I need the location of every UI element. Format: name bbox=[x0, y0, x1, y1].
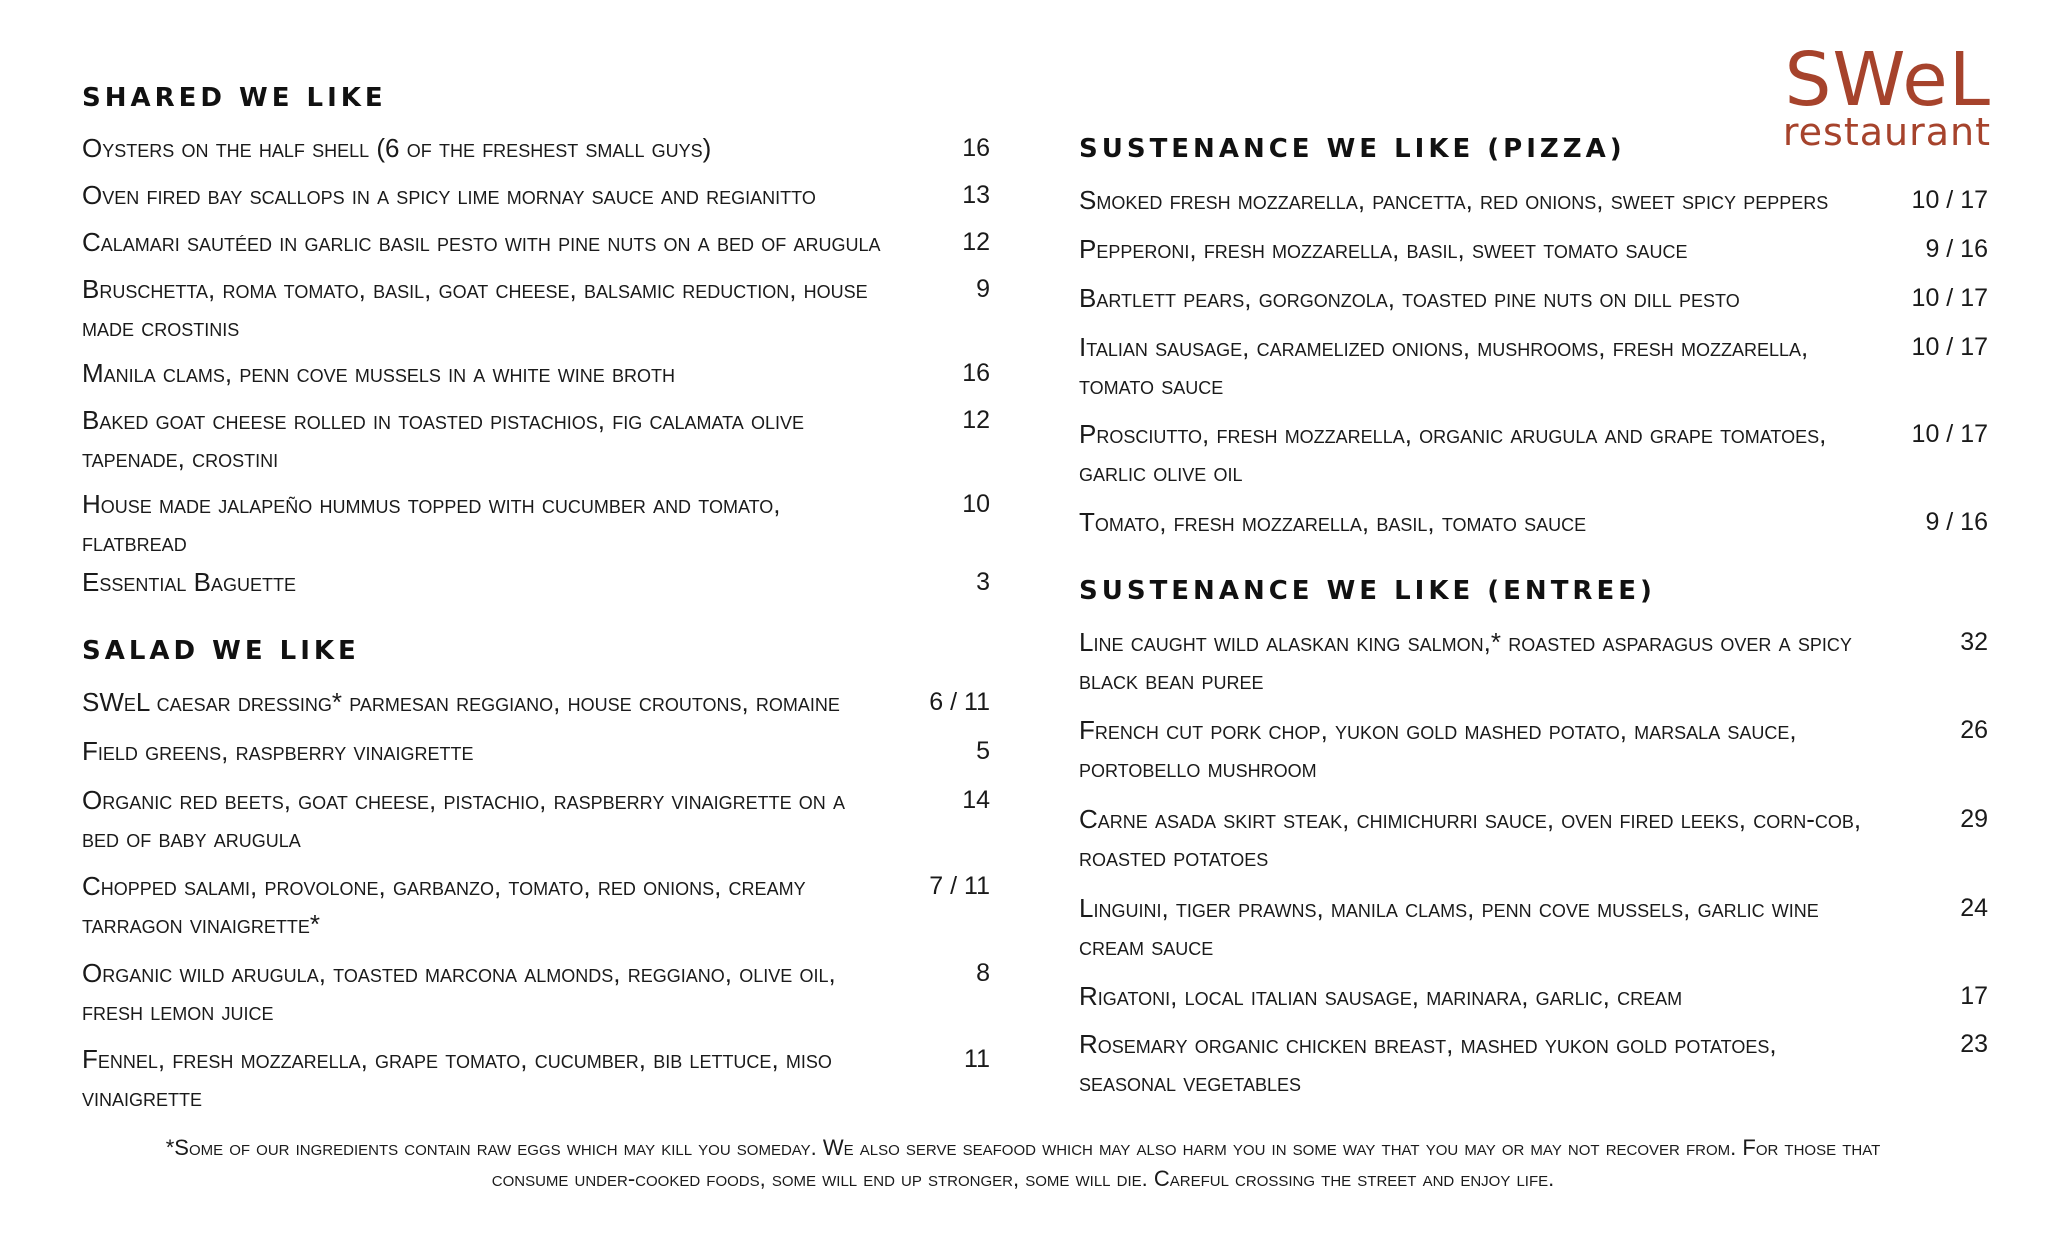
restaurant-logo bbox=[1761, 37, 1991, 154]
menu-item-description: Bruschetta, roma tomato, basil, goat cheese, balsamic reduction, house made crostinis bbox=[82, 274, 868, 342]
logo-subtitle: restaurant bbox=[1782, 110, 1991, 154]
menu-item-description: SWeL caesar dressing* parmesan reggiano, house croutons, romaine bbox=[82, 687, 840, 717]
menu-item-description: Line caught wild alaskan king salmon,* roasted asparagus over a spicy black bean puree bbox=[1079, 627, 1852, 695]
menu-item-price: 29 bbox=[1960, 805, 1988, 833]
menu-item-description: Chopped salami, provolone, garbanzo, tomato, red onions, creamy tarragon vinaigrette* bbox=[82, 871, 806, 939]
menu-item-description: Baked goat cheese rolled in toasted pistachios, fig calamata olive tapenade, crostini bbox=[82, 405, 805, 473]
menu-item-description: French cut pork chop, yukon gold mashed potato, marsala sauce, portobello mushroom bbox=[1079, 715, 1797, 783]
section-heading-pizza: SUSTENANCE WE LIKE (PIZZA) bbox=[1079, 134, 1626, 164]
menu-item-price: 14 bbox=[962, 786, 990, 814]
section-heading-entree: SUSTENANCE WE LIKE (ENTREE) bbox=[1079, 576, 1656, 606]
menu-item-description: Rigatoni, local italian sausage, marinara, garlic, cream bbox=[1079, 981, 1683, 1011]
menu-item-price: 9 / 16 bbox=[1925, 508, 1988, 536]
menu-item-description: Smoked fresh mozzarella, pancetta, red onions, sweet spicy peppers bbox=[1079, 185, 1829, 215]
menu-item-price: 9 bbox=[976, 275, 990, 303]
menu-item-price: 23 bbox=[1960, 1030, 1988, 1058]
menu-item-description: Oysters on the half shell (6 of the freshest small guys) bbox=[82, 133, 712, 163]
menu-item-description: Organic red beets, goat cheese, pistachio, raspberry vinaigrette on a bed of baby arugula bbox=[82, 785, 846, 853]
menu-item-price: 3 bbox=[976, 568, 990, 596]
menu-item-price: 9 / 16 bbox=[1925, 235, 1988, 263]
menu-item-price: 13 bbox=[962, 181, 990, 209]
menu-item-price: 16 bbox=[962, 359, 990, 387]
menu-item-description: Manila clams, penn cove mussels in a white wine broth bbox=[82, 358, 675, 388]
menu-item-description: Rosemary organic chicken breast, mashed yukon gold potatoes, seasonal vegetables bbox=[1079, 1029, 1777, 1097]
menu-item-price: 6 / 11 bbox=[929, 688, 990, 716]
menu-item-description: Italian sausage, caramelized onions, mushrooms, fresh mozzarella, tomato sauce bbox=[1079, 332, 1809, 400]
menu-item-price: 8 bbox=[976, 959, 990, 987]
menu-item-description: Organic wild arugula, toasted marcona almonds, reggiano, olive oil, fresh lemon juice bbox=[82, 958, 836, 1026]
logo-name: SWeL bbox=[1784, 37, 1991, 123]
menu-item-description: Tomato, fresh mozzarella, basil, tomato sauce bbox=[1079, 507, 1587, 537]
menu-item-price: 26 bbox=[1960, 716, 1988, 744]
section-heading-shared: SHARED WE LIKE bbox=[82, 83, 387, 113]
menu-item-price: 12 bbox=[962, 406, 990, 434]
menu-item-description: Pepperoni, fresh mozzarella, basil, sweet tomato sauce bbox=[1079, 234, 1688, 264]
menu-item-price: 16 bbox=[962, 134, 990, 162]
menu-item-description: Prosciutto, fresh mozzarella, organic arugula and grape tomatoes, garlic olive oil bbox=[1079, 419, 1827, 487]
menu-item-description: Bartlett pears, gorgonzola, toasted pine nuts on dill pesto bbox=[1079, 283, 1740, 313]
menu-item-price: 10 / 17 bbox=[1911, 420, 1988, 448]
menu-item-description: Carne asada skirt steak, chimichurri sauce, oven fired leeks, corn-cob, roasted potatoes bbox=[1079, 804, 1862, 872]
section-heading-salad: SALAD WE LIKE bbox=[82, 636, 360, 666]
menu-item-price: 12 bbox=[962, 228, 990, 256]
menu-item-description: House made jalapeño hummus topped with cucumber and tomato, flatbread bbox=[82, 489, 781, 557]
menu-item-description: Linguini, tiger prawns, manila clams, penn cove mussels, garlic wine cream sauce bbox=[1079, 893, 1819, 961]
menu-item-description: Field greens, raspberry vinaigrette bbox=[82, 736, 474, 766]
menu-item-price: 10 bbox=[962, 490, 990, 518]
menu-item-description: Calamari sautéed in garlic basil pesto with pine nuts on a bed of arugula bbox=[82, 227, 881, 257]
menu-item-price: 32 bbox=[1960, 628, 1988, 656]
menu-item-description: Oven fired bay scallops in a spicy lime mornay sauce and regianitto bbox=[82, 180, 816, 210]
menu-item-price: 10 / 17 bbox=[1911, 284, 1988, 312]
menu-item-price: 7 / 11 bbox=[929, 872, 990, 900]
menu-item-price: 24 bbox=[1960, 894, 1988, 922]
menu-item-price: 10 / 17 bbox=[1911, 333, 1988, 361]
menu-item-price: 11 bbox=[964, 1045, 990, 1073]
menu-item-description: Essential Baguette bbox=[82, 567, 296, 597]
footnote: *Some of our ingredients contain raw eggs which may kill you someday. We also serve seafood which may also harm you in some way that you may or may not recover from. For those that consume under-cooked foods, some will end up stronger, some will die. Careful crossing the street and enjoy life. bbox=[165, 1135, 1881, 1191]
menu-item-price: 10 / 17 bbox=[1911, 186, 1988, 214]
menu-item-price: 5 bbox=[976, 737, 990, 765]
menu-item-price: 17 bbox=[1960, 982, 1988, 1010]
menu-item-description: Fennel, fresh mozzarella, grape tomato, cucumber, bib lettuce, miso vinaigrette bbox=[82, 1044, 832, 1112]
